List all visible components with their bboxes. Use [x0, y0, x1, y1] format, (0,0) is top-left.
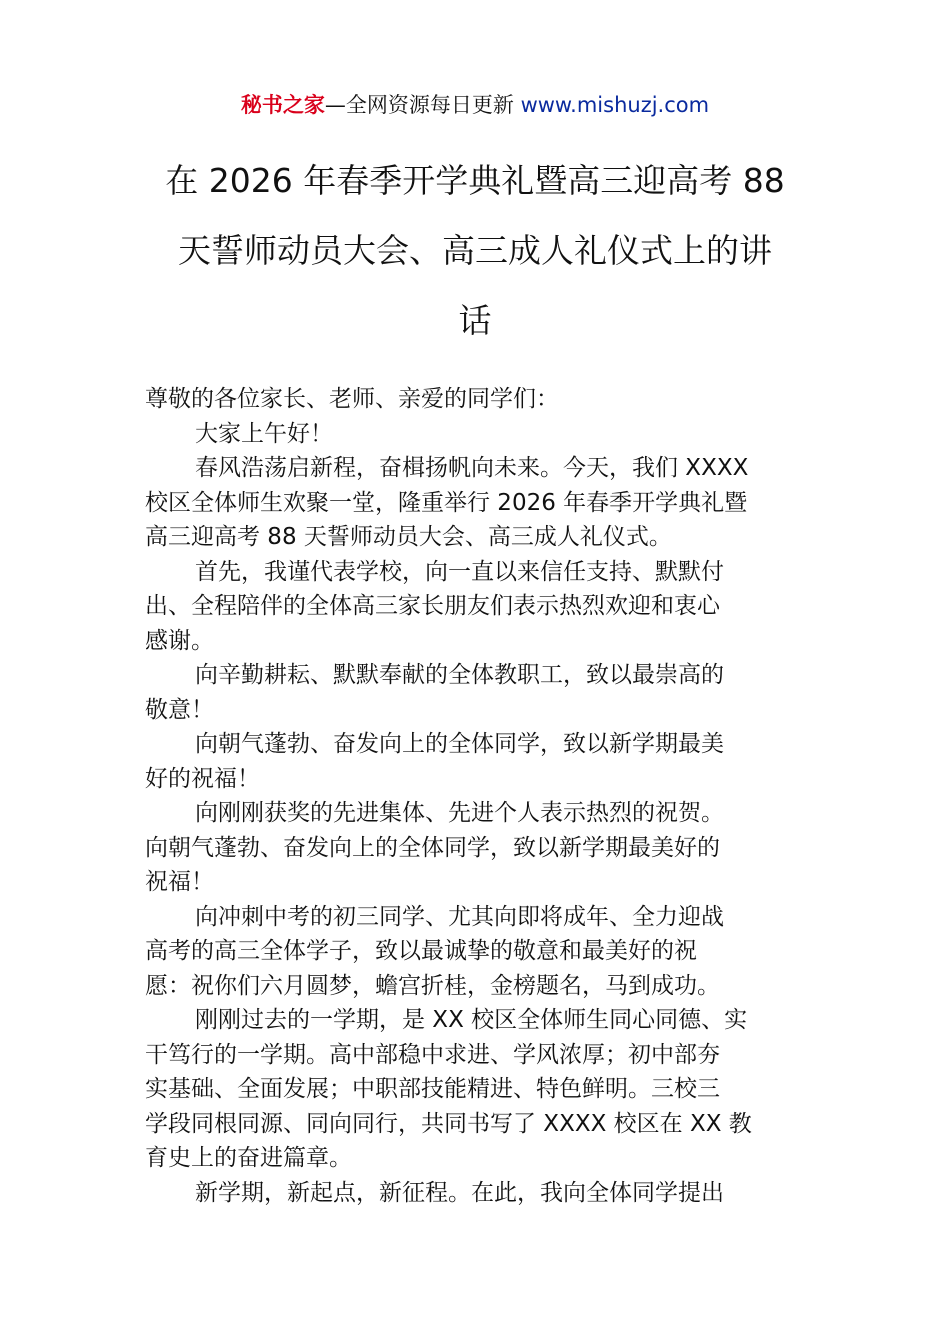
- title-line: 天誓师动员大会、高三成人礼仪式上的讲: [178, 231, 772, 270]
- body-line: 刚刚过去的一学期，是 XX 校区全体师生同心同德、实: [195, 1007, 748, 1033]
- body-line: 干笃行的一学期。高中部稳中求进、学风浓厚；初中部夯: [145, 1041, 720, 1068]
- body-line: 敬意！: [145, 696, 214, 723]
- salutation: 尊敬的各位家长、老师、亲爱的同学们：: [145, 386, 559, 412]
- site-brand: 秘书之家: [240, 93, 325, 117]
- body-line: 校区全体师生欢聚一堂，隆重举行 2026 年春季开学典礼暨: [145, 489, 748, 516]
- title-line: 在 2026 年春季开学典礼暨高三迎高考 88: [165, 161, 785, 200]
- site-url-link[interactable]: www.mishuzj.com: [520, 93, 710, 117]
- body-line: 愿：祝你们六月圆梦，蟾宫折桂，金榜题名，马到成功。: [145, 972, 720, 999]
- body-line: 向朝气蓬勃、奋发向上的全体同学，致以新学期最美好的: [145, 834, 720, 861]
- body-line: 学段同根同源、同向同行，共同书写了 XXXX 校区在 XX 教: [145, 1110, 752, 1137]
- site-header: [0, 88, 950, 122]
- greeting: 大家上午好！: [195, 420, 333, 447]
- document-body: [145, 382, 810, 1210]
- body-line: 新学期，新起点，新征程。在此，我向全体同学提出: [195, 1179, 724, 1206]
- body-line: 高考的高三全体学子，致以最诚挚的敬意和最美好的祝: [145, 938, 697, 964]
- body-line: 春风浩荡启新程，奋楫扬帆向未来。今天，我们 XXXX: [195, 455, 749, 481]
- body-line: 向辛勤耕耘、默默奉献的全体教职工，致以最崇高的: [195, 662, 724, 688]
- body-line: 感谢。: [145, 627, 214, 654]
- body-line: 出、全程陪伴的全体高三家长朋友们表示热烈欢迎和衷心: [145, 593, 720, 619]
- body-line: 向朝气蓬勃、奋发向上的全体同学，致以新学期最美: [195, 731, 724, 757]
- body-line: 向刚刚获奖的先进集体、先进个人表示热烈的祝贺。: [195, 800, 724, 826]
- body-line: 育史上的奋进篇章。: [145, 1145, 352, 1171]
- body-line: 祝福！: [145, 869, 214, 895]
- body-line: 高三迎高考 88 天誓师动员大会、高三成人礼仪式。: [145, 524, 672, 550]
- body-line: 实基础、全面发展；中职部技能精进、特色鲜明。三校三: [145, 1076, 720, 1102]
- document-title: [140, 146, 810, 356]
- body-line: 向冲刺中考的初三同学、尤其向即将成年、全力迎战: [195, 903, 724, 930]
- body-line: 好的祝福！: [145, 765, 260, 792]
- title-line: 话: [458, 301, 492, 340]
- site-slogan: —全网资源每日更新: [324, 93, 521, 117]
- body-line: 首先，我谨代表学校，向一直以来信任支持、默默付: [195, 558, 724, 585]
